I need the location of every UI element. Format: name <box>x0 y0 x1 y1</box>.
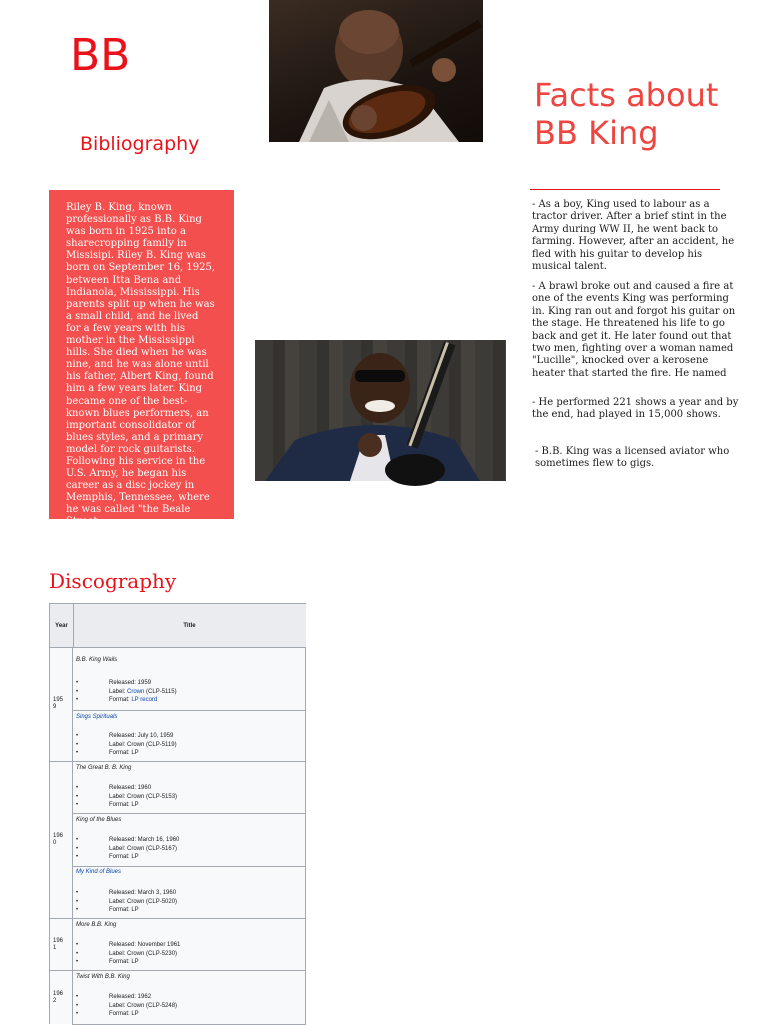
album-title: B.B. King Wails <box>76 657 118 663</box>
album-title-link[interactable]: Sings Spirituals <box>76 714 118 720</box>
column-header-title: Title <box>183 622 196 629</box>
year-cell-1960: 196 0 <box>50 762 73 919</box>
album-title: The Great B. B. King <box>76 765 132 771</box>
table-row <box>73 867 306 919</box>
list-item: • Released: March 3, 1960 <box>76 890 177 896</box>
fact-shows: - He performed 221 shows a year and by the end, had played in 15,000 shows. <box>532 397 739 421</box>
table-row <box>73 919 306 971</box>
album-details <box>76 889 177 915</box>
lp-record-link[interactable]: LP record <box>131 697 158 703</box>
table-row <box>73 647 306 711</box>
list-item: • Label: Crown (CLP-5020) <box>76 898 178 905</box>
album-details <box>76 732 177 758</box>
year-cell-1961: 196 1 <box>50 919 73 971</box>
fact-lucille: - A brawl broke out and caused a fire at one of the events King was performing in. King ran out and forgot his guitar on the stage. He threatened his life to go back and get it. He later found out that two men, fighting over a woman named "Lucille", knocked over a kerosene heater that started the fire. He named <box>532 281 736 379</box>
album-details <box>76 941 180 967</box>
list-item: • Released: July 10, 1959 <box>76 733 174 739</box>
album-title: Twist With B.B. King <box>76 974 130 980</box>
biography-text: Riley B. King, known professionally as B.B. King was born in 1925 into a sharecropping family in Missisipi. Riley B. King was born on September 16, 1925, between Itta Bena and Indianola, Mississippi. His parents split up when he was a small child, and he lived for a few years with his mother in the Mississippi hills. She died when he was nine, and he was alone until his father, Albert King, found him a few years later. King became one of the best-known blues performers, an important consolidator of blues styles, and a primary model for rock guitarists. Following his service in the U.S. Army, he began his career as a disc jockey in Memphis, Tennessee, where he was called "the Beale Street <box>66 202 216 528</box>
list-item: • Format: LP <box>76 959 139 965</box>
album-details <box>76 993 177 1019</box>
facts-heading: Facts about BB King <box>534 76 719 152</box>
year-cell-1962: 196 2 <box>50 971 73 1025</box>
bibliography-heading: Bibliography <box>80 133 200 155</box>
album-details <box>76 679 177 705</box>
table-header-row <box>50 604 306 648</box>
facts-divider <box>530 189 720 190</box>
album-title-link[interactable]: My Kind of Blues <box>76 869 122 875</box>
list-item: • Format: LP <box>76 1011 139 1017</box>
bb-king-photo-middle <box>255 340 506 481</box>
year-cell-1959: 195 9 <box>50 647 73 762</box>
crown-label-link[interactable]: Crown <box>127 688 145 695</box>
table-row <box>73 762 306 814</box>
list-item: • Label: Crown (CLP-5119) <box>76 741 177 748</box>
discography-heading: Discography <box>49 569 177 593</box>
list-item: • Format: LP <box>76 750 139 756</box>
discography-table <box>49 603 306 1024</box>
list-item: • Label: Crown (CLP-5167) <box>76 845 178 852</box>
bb-king-photo-top <box>269 0 483 142</box>
list-item: • Format: LP <box>76 907 139 913</box>
list-item: • Released: 1959 <box>76 680 152 686</box>
list-item: • Label: Crown (CLP-5230) <box>76 950 178 957</box>
table-row <box>73 814 306 867</box>
album-details <box>76 836 179 862</box>
list-item: • Released: 1960 <box>76 785 152 791</box>
column-header-year: Year <box>50 604 74 647</box>
album-title: More B.B. King <box>76 922 117 928</box>
list-item: • Label: Crown (CLP-5115) <box>76 688 177 695</box>
page-title: BB <box>70 30 131 81</box>
list-item: • Format: LP <box>76 854 139 860</box>
table-row <box>73 971 306 1025</box>
list-item: • Format: LP record <box>76 697 158 703</box>
biography-box <box>49 190 234 528</box>
list-item: • Label: Crown (CLP-5153) <box>76 793 178 800</box>
album-title: King of the Blues <box>76 817 122 823</box>
table-row <box>73 711 306 762</box>
list-item: • Format: LP <box>76 802 139 808</box>
fact-aviator: - B.B. King was a licensed aviator who sometimes flew to gigs. <box>535 446 730 470</box>
list-item: • Released: November 1961 <box>76 942 181 948</box>
list-item: • Label: Crown (CLP-5248) <box>76 1002 178 1009</box>
list-item: • Released: March 16, 1960 <box>76 837 180 843</box>
fact-tractor-driver: - As a boy, King used to labour as a tractor driver. After a brief stint in the Army during WW II, he went back to farming. However, after an accident, he fled with his guitar to develop his musical talent. <box>532 199 735 273</box>
list-item: • Released: 1962 <box>76 994 152 1000</box>
album-details <box>76 784 177 810</box>
